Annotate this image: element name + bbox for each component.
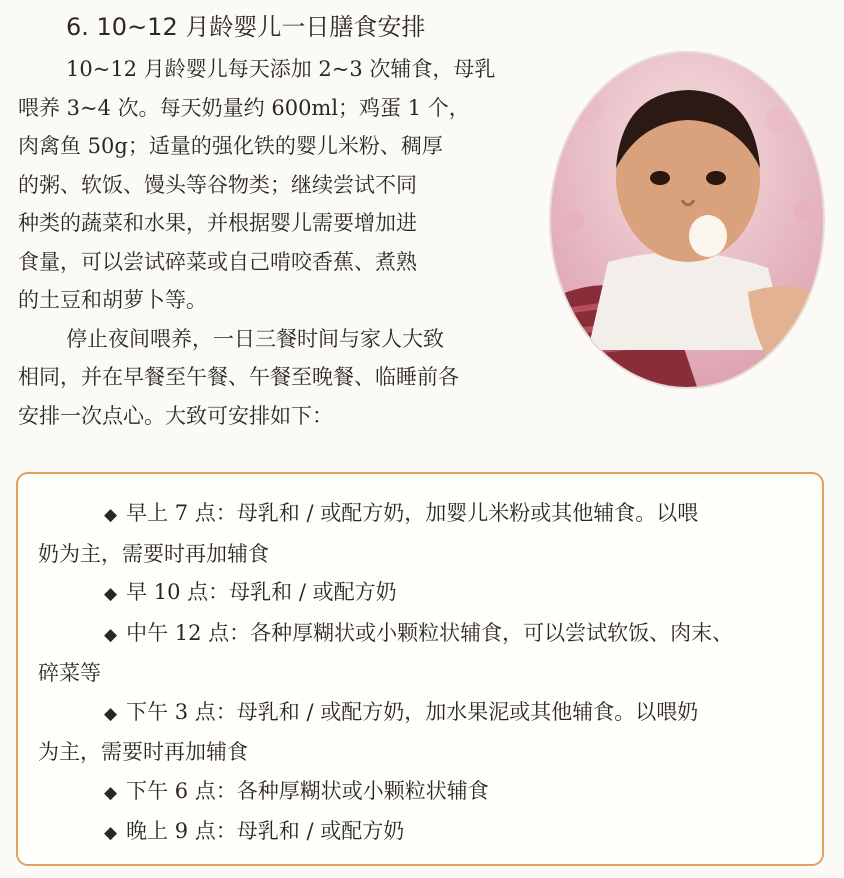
diamond-bullet-icon: ◆: [104, 584, 118, 604]
text-line: 为主，需要时再加辅食: [38, 740, 248, 764]
diamond-bullet-icon: ◆: [104, 624, 118, 645]
diamond-bullet-icon: ◆: [104, 823, 118, 843]
text-line: [38, 614, 804, 655]
text-line: [38, 772, 804, 813]
schedule-item: [38, 812, 804, 853]
baby-photo: [548, 50, 826, 390]
schedule-item: [38, 614, 804, 693]
text-line: 安排一次点心。大致可安排如下：: [18, 403, 333, 428]
schedule-text: 下午 6 点：各种厚糊状或小颗粒状辅食: [126, 778, 489, 803]
text-line: 碎菜等: [38, 661, 101, 685]
text-line: [38, 573, 804, 614]
diamond-bullet-icon: ◆: [104, 505, 118, 525]
schedule-box: [16, 472, 824, 866]
schedule-text: 早上 7 点：母乳和 / 或配方奶，加婴儿米粉或其他辅食。以喂: [126, 501, 699, 525]
text-line: 的粥、软饭、馒头等谷物类；继续尝试不同: [18, 172, 417, 197]
schedule-item: [38, 573, 804, 614]
text-line: 停止夜间喂养，一日三餐时间与家人大致: [66, 326, 444, 351]
text-line: [38, 693, 804, 734]
schedule-item: [38, 693, 804, 772]
diamond-bullet-icon: ◆: [104, 703, 118, 724]
schedule-item: [38, 772, 804, 813]
schedule-item: [38, 494, 804, 573]
intro-paragraph-2: [18, 320, 578, 436]
intro-paragraph-1: [18, 50, 578, 320]
schedule-list: [18, 474, 822, 853]
schedule-text: 下午 3 点：母乳和 / 或配方奶，加水果泥或其他辅食。以喂奶: [126, 699, 699, 724]
text-line: 肉禽鱼 50g；适量的强化铁的婴儿米粉、稠厚: [18, 134, 443, 158]
text-line: 的土豆和胡萝卜等。: [18, 288, 207, 312]
text-line: 10~12 月龄婴儿每天添加 2~3 次辅食，母乳: [66, 57, 496, 81]
text-line: [38, 812, 804, 853]
text-line: 种类的蔬菜和水果，并根据婴儿需要增加进: [18, 211, 417, 235]
text-line: 喂养 3~4 次。每天奶量约 600ml；鸡蛋 1 个，: [18, 95, 470, 120]
schedule-text: 早 10 点：母乳和 / 或配方奶: [126, 580, 397, 604]
text-line: 相同，并在早餐至午餐、午餐至晚餐、临睡前各: [18, 365, 459, 389]
text-line: 食量，可以尝试碎菜或自己啃咬香蕉、煮熟: [18, 249, 417, 274]
section-heading: 6. 10~12 月龄婴儿一日膳食安排: [66, 13, 426, 41]
text-line: [38, 494, 804, 535]
schedule-text: 晚上 9 点：母乳和 / 或配方奶: [126, 819, 405, 843]
diamond-bullet-icon: ◆: [104, 782, 118, 803]
schedule-text: 中午 12 点：各种厚糊状或小颗粒状辅食，可以尝试软饭、肉末、: [126, 620, 734, 645]
text-line: 奶为主，需要时再加辅食: [38, 541, 269, 566]
intro-text: [18, 50, 578, 435]
